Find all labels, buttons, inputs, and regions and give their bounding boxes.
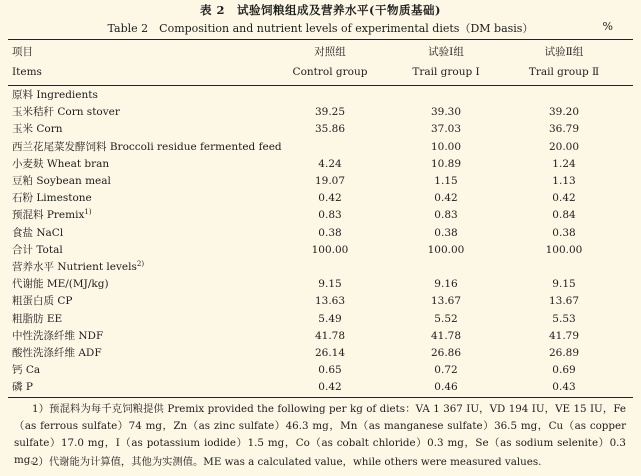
table-row xyxy=(8,345,633,362)
table-row xyxy=(8,104,633,121)
row-label xyxy=(12,311,62,328)
table-row xyxy=(8,242,633,259)
cell-group-2: 0.72 xyxy=(434,364,458,377)
row-label-text: 预混料 Premix xyxy=(12,209,85,222)
row-label-text: 代谢能 ME/(MJ/kg) xyxy=(12,278,109,291)
cell-group-1: 9.15 xyxy=(318,278,342,291)
cell-group-1: 5.49 xyxy=(318,312,342,325)
row-label xyxy=(12,345,102,362)
cell-group-1: 39.25 xyxy=(314,106,346,119)
cell-group-3: 0.84 xyxy=(552,209,576,222)
cell-group-1: 0.83 xyxy=(318,209,342,222)
table-row xyxy=(8,190,633,207)
cell-group-2: 9.16 xyxy=(434,278,458,291)
row-label-text: 西兰花尾菜发酵饲料 Broccoli residue fermented feed xyxy=(12,140,282,153)
cell-group-3: 5.53 xyxy=(552,312,576,325)
row-label xyxy=(12,190,92,207)
table-row xyxy=(8,293,633,310)
row-label-text: 磷 P xyxy=(12,381,33,394)
cell-group-3: 100.00 xyxy=(545,243,583,256)
header-group-3-cn: 试验Ⅱ组 xyxy=(544,46,584,58)
row-label-text: 钙 Ca xyxy=(12,364,41,377)
row-label-text: 食盐 NaCl xyxy=(12,226,64,239)
row-label-text: 原料 Ingredients xyxy=(12,89,98,101)
row-label xyxy=(12,379,33,396)
row-label xyxy=(12,328,103,345)
table-row xyxy=(8,139,633,156)
cell-group-2: 5.52 xyxy=(434,312,458,325)
header-group-3-en: Trail group Ⅱ xyxy=(528,66,600,78)
row-label-text: 小麦麸 Wheat bran xyxy=(12,157,110,170)
row-label xyxy=(12,207,92,224)
row-label-text: 豆粕 Soybean meal xyxy=(12,175,111,187)
header-item-en: Items xyxy=(12,66,42,78)
row-label xyxy=(12,259,144,276)
table-row xyxy=(8,311,633,328)
table-row xyxy=(8,156,633,173)
header-group-1-en: Control group xyxy=(292,66,368,78)
top-rule xyxy=(8,39,633,40)
footnote-2: 2）代谢能为计算值，其他为实测值。ME was a calculated value，while others were measured values. xyxy=(32,456,542,468)
table-row xyxy=(8,259,633,276)
cell-group-2: 100.00 xyxy=(427,243,465,256)
row-label xyxy=(12,87,98,104)
header-group-2-cn: 试验Ⅰ组 xyxy=(428,46,464,58)
cell-group-2: 1.15 xyxy=(434,175,458,187)
row-label-text: 营养水平 Nutrient levels xyxy=(12,261,137,273)
cell-group-2: 0.83 xyxy=(434,209,458,222)
table-row xyxy=(8,328,633,345)
cell-group-3: 1.24 xyxy=(552,157,576,170)
cell-group-3: 39.20 xyxy=(548,106,580,119)
cell-group-2: 10.00 xyxy=(430,140,462,153)
row-label-text: 中性洗涤纤维 NDF xyxy=(12,329,104,342)
cell-group-2: 39.30 xyxy=(430,106,462,119)
cell-group-3: 36.79 xyxy=(548,123,580,136)
cell-group-1: 19.07 xyxy=(314,175,346,187)
cell-group-2: 41.78 xyxy=(430,329,462,342)
cell-group-1: 13.63 xyxy=(314,295,346,308)
table-row xyxy=(8,173,633,190)
cell-group-3: 41.79 xyxy=(548,329,580,342)
row-label xyxy=(12,242,63,259)
header-group-1-cn: 对照组 xyxy=(314,46,346,58)
row-label xyxy=(12,225,63,242)
row-label-text: 石粉 Limestone xyxy=(12,192,92,205)
table-row xyxy=(8,362,633,379)
table-row xyxy=(8,87,633,104)
cell-group-1: 0.65 xyxy=(318,364,342,377)
cell-group-1: 0.42 xyxy=(318,381,342,394)
bottom-rule xyxy=(8,397,633,398)
table-row xyxy=(8,207,633,224)
cell-group-1: 4.24 xyxy=(318,157,342,170)
row-label-text: 粗脂肪 EE xyxy=(12,312,63,325)
row-label-text: 酸性洗涤纤维 ADF xyxy=(12,347,102,359)
row-label xyxy=(12,156,109,173)
cell-group-3: 0.43 xyxy=(552,381,576,394)
row-label-text: 粗蛋白质 CP xyxy=(12,295,73,308)
cell-group-2: 0.46 xyxy=(434,381,458,394)
row-label xyxy=(12,104,120,121)
cell-group-3: 1.13 xyxy=(552,175,576,187)
header-row-cn xyxy=(8,44,633,61)
cell-group-3: 0.38 xyxy=(552,226,576,239)
table-row xyxy=(8,276,633,293)
cell-group-2: 10.89 xyxy=(430,157,462,170)
row-label-text: 玉米 Corn xyxy=(12,123,63,136)
cell-group-2: 0.38 xyxy=(434,226,458,239)
row-label xyxy=(12,276,109,293)
cell-group-1: 100.00 xyxy=(311,243,349,256)
cell-group-1: 0.42 xyxy=(318,192,342,205)
header-item-cn: 项目 xyxy=(12,46,33,58)
table-row xyxy=(8,121,633,138)
row-label xyxy=(12,173,111,190)
header-row-en xyxy=(8,64,633,81)
cell-group-1: 26.14 xyxy=(314,347,346,359)
header-group-2-en: Trail group Ⅰ xyxy=(412,66,480,78)
cell-group-3: 26.89 xyxy=(548,347,580,359)
cell-group-3: 13.67 xyxy=(548,295,580,308)
cell-group-2: 0.42 xyxy=(434,192,458,205)
row-label-text: 玉米秸秆 Corn stover xyxy=(12,106,120,119)
row-label xyxy=(12,139,282,156)
unit-label: % xyxy=(602,20,613,33)
header-rule xyxy=(8,85,633,86)
cell-group-2: 13.67 xyxy=(430,295,462,308)
row-label-text: 合计 Total xyxy=(12,243,63,256)
table-row xyxy=(8,379,633,396)
cell-group-2: 26.86 xyxy=(430,347,462,359)
cell-group-3: 20.00 xyxy=(548,140,580,153)
table-title-en: Table 2 Composition and nutrient levels of experimental diets（DM basis） xyxy=(107,22,534,35)
cell-group-2: 37.03 xyxy=(430,123,462,136)
cell-group-3: 0.42 xyxy=(552,192,576,205)
cell-group-1: 41.78 xyxy=(314,329,346,342)
cell-group-1: 0.38 xyxy=(318,226,342,239)
footnote-marker: 1) xyxy=(84,208,92,217)
row-label xyxy=(12,362,40,379)
table-title-cn: 表 2 试验饲粮组成及营养水平(干物质基础) xyxy=(200,3,441,17)
footnote-1: 1）预混料为每千克饲粮提供 Premix provided the following per kg of diets：VA 1 367 IU，VD 194 IU，VE 15 IU，Fe（as ferrous sulfate）74 mg，Zn（as zinc sulfate）46.3 mg，Mn（as manganese sulfate）36.5 mg，Cu（as copper sulfate）17.0 mg，I（as potassium iodide）1.5 mg，Co（as cobalt chloride）0.3 mg，Se（as sodium selenite）0.3 mg。 xyxy=(14,403,626,466)
row-label xyxy=(12,121,62,138)
cell-group-3: 0.69 xyxy=(552,364,576,377)
footnote-marker: 2) xyxy=(136,260,145,268)
cell-group-3: 9.15 xyxy=(552,278,576,291)
row-label xyxy=(12,293,72,310)
table-row xyxy=(8,225,633,242)
cell-group-1: 35.86 xyxy=(314,123,346,136)
